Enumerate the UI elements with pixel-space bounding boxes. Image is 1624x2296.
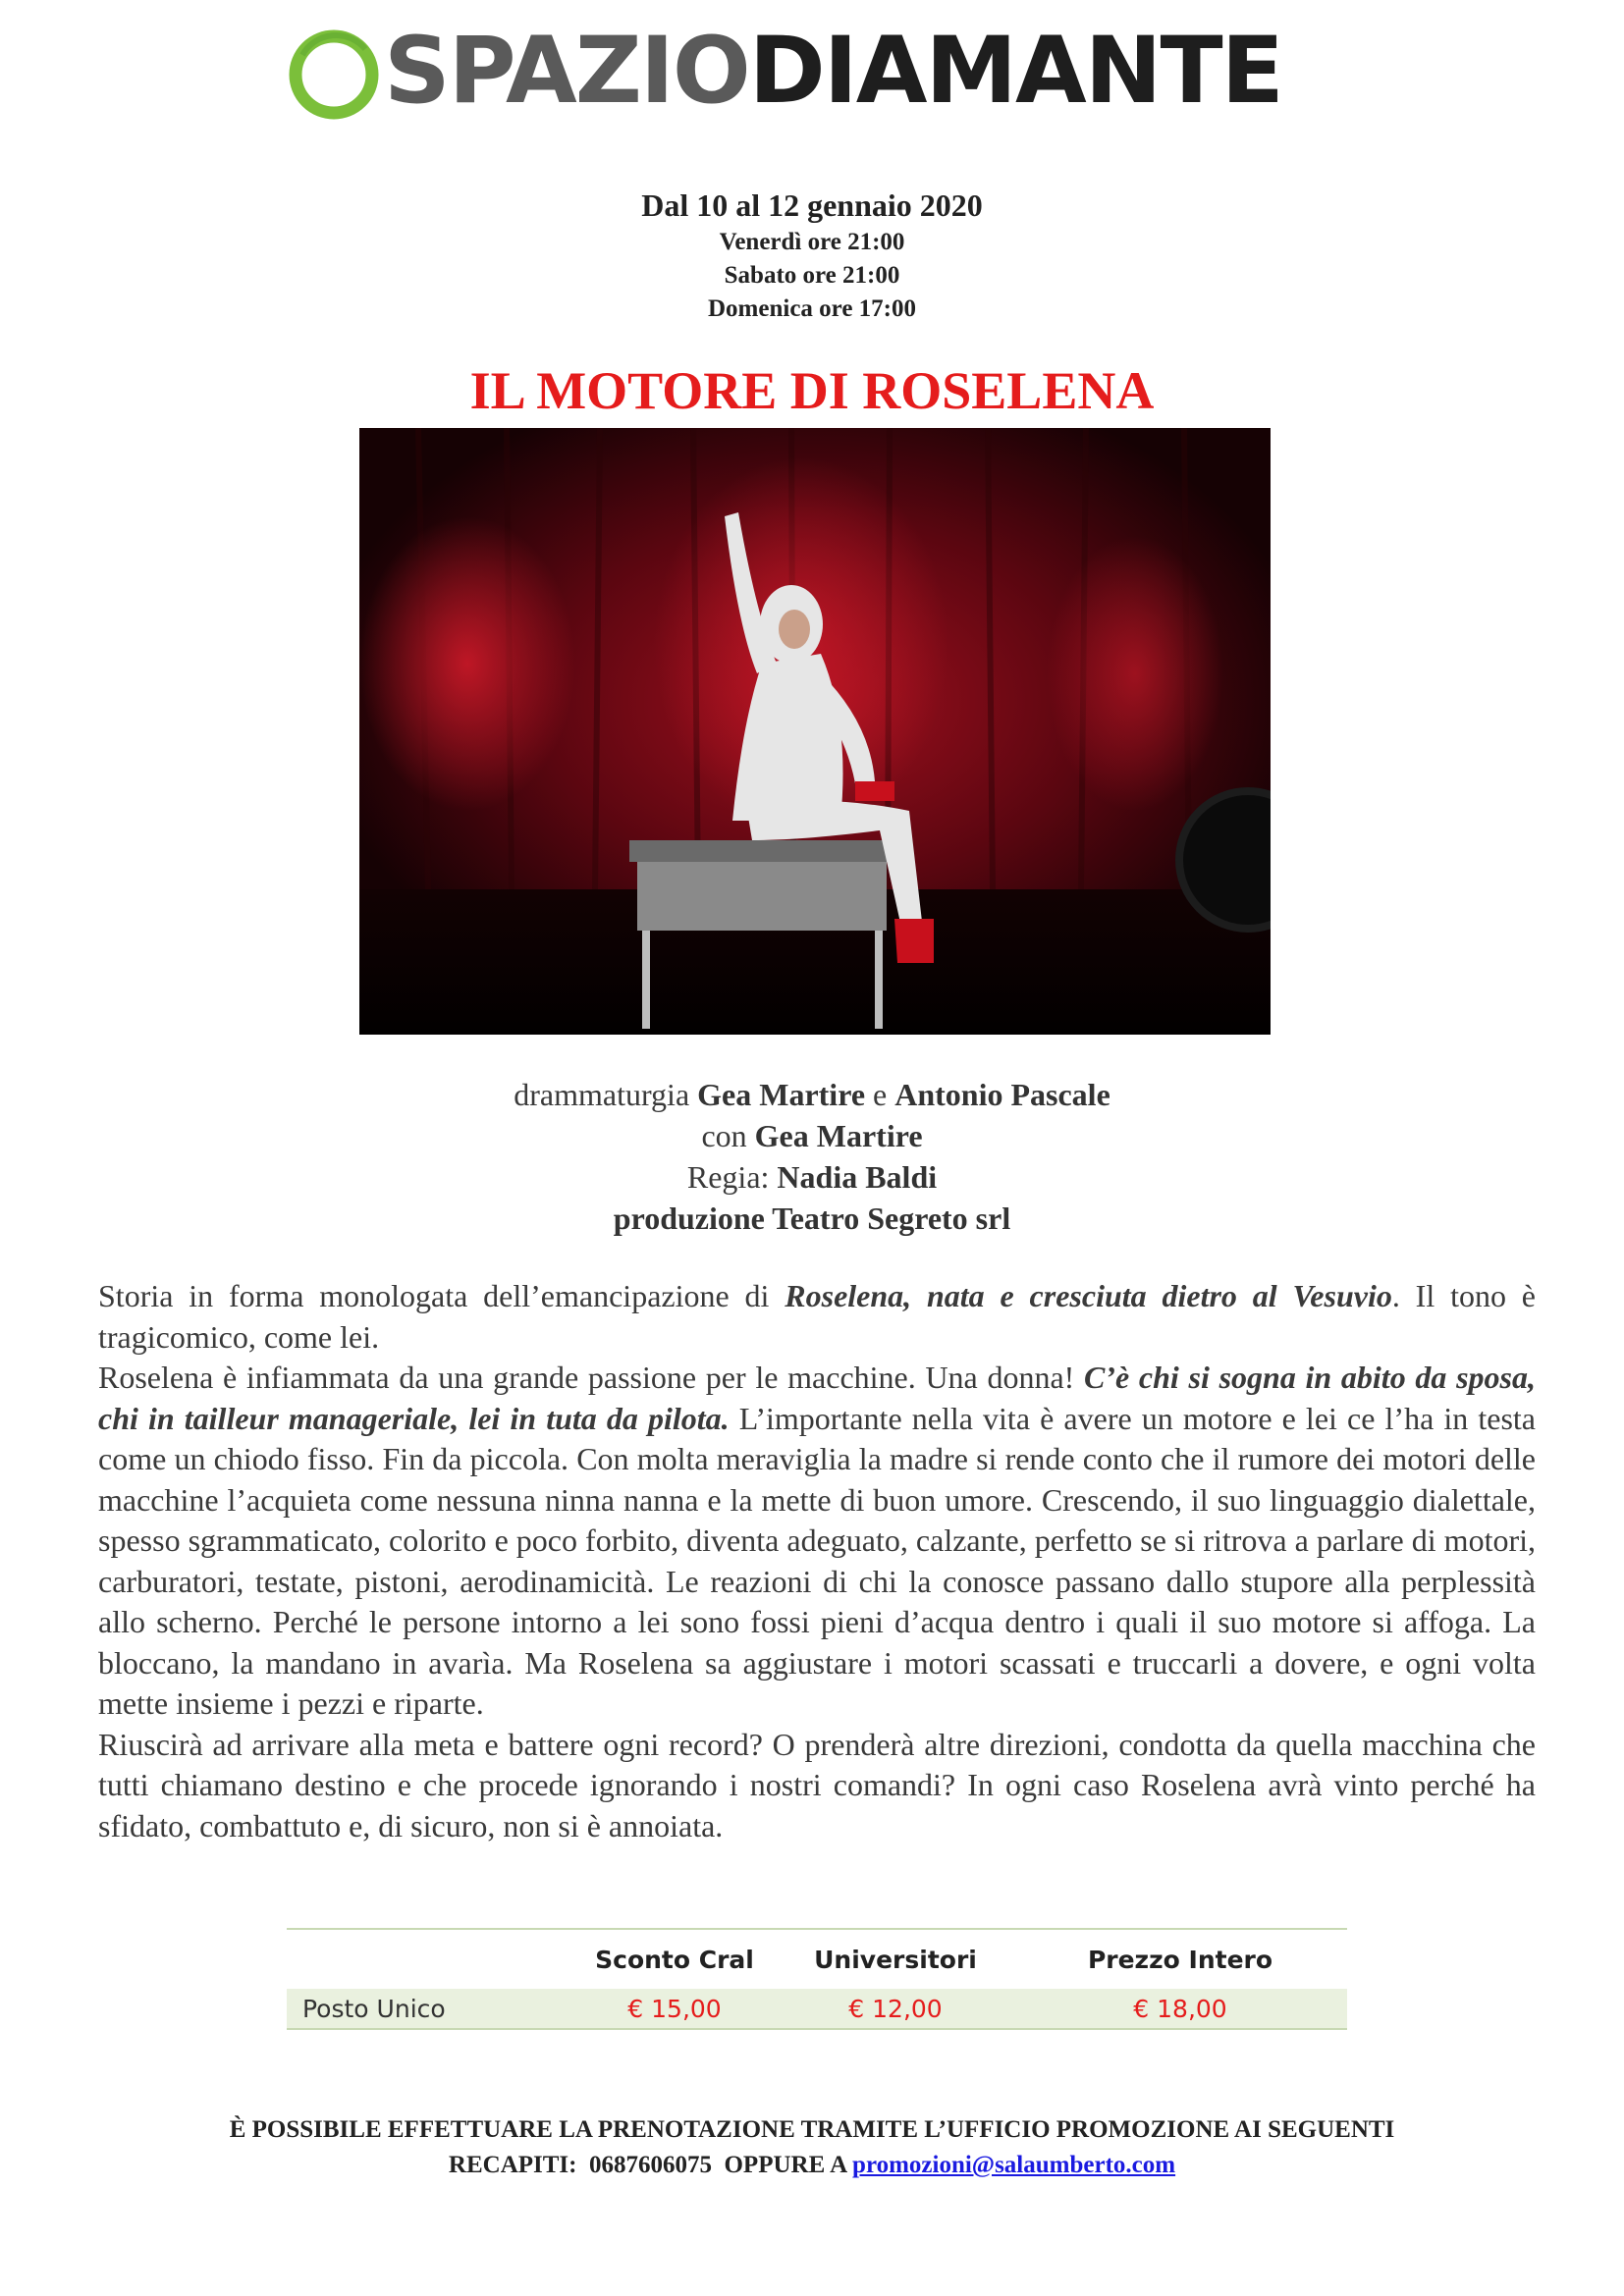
credits-direction (0, 1156, 1624, 1198)
event-time-friday: Venerdì ore 21:00 (719, 229, 905, 255)
director: Nadia Baldi (777, 1159, 938, 1195)
credits (0, 1074, 1624, 1239)
price-header-empty (287, 1929, 571, 1989)
price-table-header (287, 1929, 1347, 1989)
logo-word-diamante: DIAMANTE (748, 18, 1282, 125)
dramaturgy-label: drammaturgia (514, 1077, 690, 1112)
credits-cast (0, 1115, 1624, 1156)
author-1: Gea Martire (697, 1077, 866, 1112)
description-text: Storia in forma monologata dell’emancipazione di (98, 1278, 785, 1313)
credits-dramaturgy (0, 1074, 1624, 1115)
booking-info (0, 2112, 1624, 2183)
production: produzione Teatro Segreto srl (613, 1201, 1011, 1236)
price-full: € 18,00 (1013, 1989, 1347, 2029)
green-ring-logo-icon (281, 20, 389, 128)
price-header-university: Universitori (778, 1929, 1013, 1989)
actor: Gea Martire (754, 1118, 923, 1153)
show-title: IL MOTORE DI ROSELENA (469, 361, 1155, 420)
spazio-diamante-logo (281, 20, 1361, 128)
direction-label: Regia: (686, 1159, 770, 1195)
booking-phone: RECAPITI: 0687606075 OPPURE A (448, 2152, 853, 2178)
logo-wordmark (384, 18, 1282, 126)
show-description (98, 1276, 1536, 1846)
price-header-cral: Sconto Cral (571, 1929, 778, 1989)
credits-production (0, 1198, 1624, 1239)
description-paragraph-1 (98, 1276, 1536, 1358)
event-schedule (0, 185, 1624, 326)
price-header-full: Prezzo Intero (1013, 1929, 1347, 1989)
description-emphasis: Roselena, nata e cresciuta dietro al Vesuvio (785, 1278, 1392, 1313)
price-cral: € 15,00 (571, 1989, 778, 2029)
description-text: L’importante nella vita è avere un motore e lei ce l’ha in testa come un chiodo fisso. Fin da piccola. Con molta meraviglia la madre si rende conto che il rumore dei motori delle macchine l’acquieta come nessuna ninna nanna e la mette di buon umore. Crescendo, il suo linguaggio dialettale, spesso sgrammaticato, colorito e poco forbito, diventa adeguato, calzante, perfetto se si ritrova a parlare di motori, carburatori, testate, pistoni, aerodinamicità. Le reazioni di chi la conosce passano dallo stupore alla perplessità allo scherno. Perché le persone intorno a lei sono fossi pieni d’acqua dentro i quali il suo motore si affoga. La bloccano, la mandano in avarìa. Ma Roselena sa aggiustare i motori scassati e truccarli a dovere, e ogni volta mette insieme i pezzi e riparte. (98, 1400, 1537, 1721)
description-text: . Il tono è tragicomico, come lei. (98, 1278, 1537, 1355)
price-university: € 12,00 (778, 1989, 1013, 2029)
stage-photo (359, 428, 1271, 1035)
author-2: Antonio Pascale (894, 1077, 1110, 1112)
description-emphasis: C’è chi si sogna in abito da sposa, chi in tailleur manageriale, lei in tuta da pilota. (98, 1360, 1537, 1436)
booking-line-1: È POSSIBILE EFFETTUARE LA PRENOTAZIONE TRAMITE L’UFFICIO PROMOZIONE AI SEGUENTI (229, 2116, 1395, 2143)
price-table (287, 1928, 1347, 2030)
event-dates: Dal 10 al 12 gennaio 2020 (641, 187, 983, 223)
booking-line-2 (0, 2148, 1624, 2183)
description-paragraph-3: Riuscirà ad arrivare alla meta e battere ogni record? O prenderà altre direzioni, condotta da quella macchina che tutti chiamano destino e che procede ignorando i nostri comandi? In ogni caso Roselena avrà vinto perché ha sfidato, combattuto e, di sicuro, non si è annoiata. (98, 1726, 1536, 1843)
event-time-saturday: Sabato ore 21:00 (724, 262, 900, 289)
booking-email-link[interactable]: promozioni@salaumberto.com (852, 2152, 1176, 2178)
logo-word-spazio: SPAZIO (384, 18, 749, 125)
table-row (287, 1989, 1347, 2029)
price-row-label: Posto Unico (287, 1989, 571, 2029)
with-label: con (701, 1118, 747, 1153)
description-text: Roselena è infiammata da una grande passione per le macchine. Una donna! (98, 1360, 1085, 1395)
event-time-sunday: Domenica ore 17:00 (708, 295, 916, 322)
conjunction: e (873, 1077, 888, 1112)
description-paragraph-2 (98, 1358, 1536, 1725)
